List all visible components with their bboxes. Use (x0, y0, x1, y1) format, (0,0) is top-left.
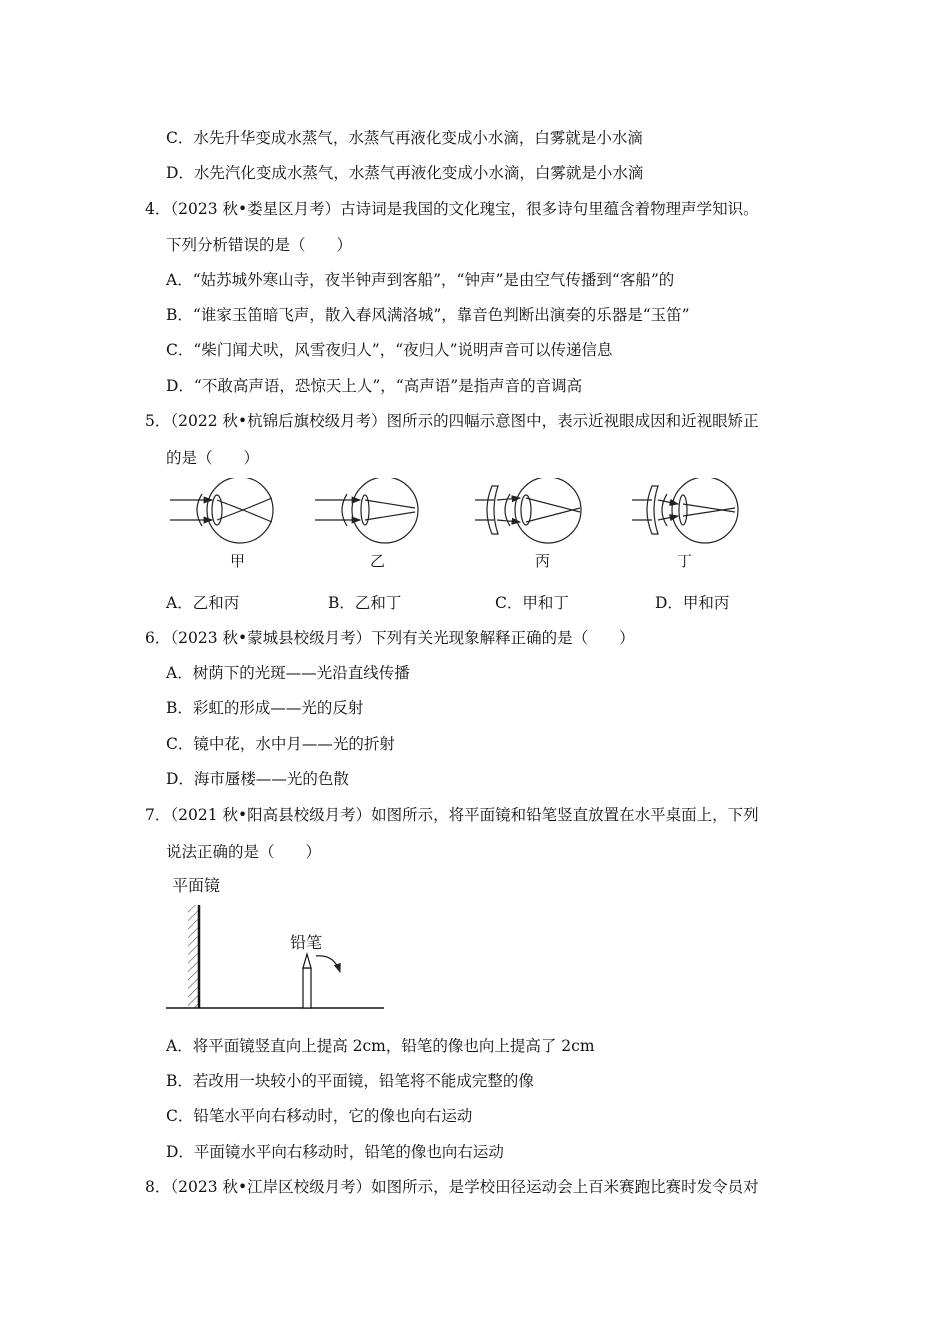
q7-option-b: B．若改用一块较小的平面镜，铅笔将不能成完整的像 (166, 1072, 534, 1090)
q6-option-a: A．树荫下的光斑——光沿直线传播 (166, 664, 410, 682)
pencil (303, 954, 311, 1008)
q6-option-b: B．彩虹的形成——光的反射 (166, 699, 364, 717)
q7-option-d: D．平面镜水平向右移动时，铅笔的像也向右运动 (166, 1143, 504, 1161)
eye-diagram-ding (632, 478, 738, 543)
q7-stem-cont: 说法正确的是（ ） (166, 843, 322, 861)
eye-diagram-bing (475, 478, 581, 543)
eye-diagram-yi (315, 478, 418, 543)
eye-label-yi: 乙 (370, 552, 386, 570)
mirror-pencil-figure (160, 872, 390, 1017)
q7-option-a: A．将平面镜竖直向上提高 2cm，铅笔的像也向上提高了 2cm (166, 1037, 595, 1055)
eye-label-ding: 丁 (677, 552, 693, 570)
rotation-arrow (316, 956, 340, 972)
q4-option-b: B．“谁家玉笛暗飞声，散入春风满洛城”，靠音色判断出演奏的乐器是“玉笛” (166, 306, 690, 324)
q4-option-a: A．“姑苏城外寒山寺，夜半钟声到客船”，“钟声”是由空气传播到“客船”的 (166, 271, 675, 289)
q6-option-d: D．海市蜃楼——光的色散 (166, 770, 349, 788)
mirror-label: 平面镜 (172, 876, 221, 895)
q5-option-a: A．乙和丙 (166, 594, 240, 612)
eye-label-bing: 丙 (535, 552, 551, 570)
q3-option-d: D．水先汽化变成水蒸气，水蒸气再液化变成小水滴，白雾就是小水滴 (166, 164, 644, 182)
q4-stem: 4．（2023 秋•娄星区月考）古诗词是我国的文化瑰宝，很多诗句里蕴含着物理声学知识。 (145, 200, 759, 218)
q5-option-b: B．乙和丁 (328, 594, 402, 612)
q3-option-c: C．水先升华变成水蒸气，水蒸气再液化变成小水滴，白雾就是小水滴 (166, 129, 643, 147)
q8-stem: 8．（2023 秋•江岸区校级月考）如图所示，是学校田径运动会上百米赛跑比赛时发令员对 (145, 1178, 759, 1196)
q7-stem: 7．（2021 秋•阳高县校级月考）如图所示，将平面镜和铅笔竖直放置在水平桌面上，下列 (145, 806, 759, 824)
q4-stem-cont: 下列分析错误的是（ ） (166, 236, 353, 254)
q6-option-c: C．镜中花，水中月——光的折射 (166, 735, 395, 753)
q4-option-d: D．“不敢高声语，恐惊天上人”，“高声语”是指声音的音调高 (166, 377, 583, 395)
q4-option-c: C．“柴门闻犬吠，风雪夜归人”，“夜归人”说明声音可以传递信息 (166, 341, 613, 359)
pencil-label: 铅笔 (290, 933, 323, 952)
q7-option-c: C．铅笔水平向右移动时，它的像也向右运动 (166, 1107, 473, 1125)
q5-option-c: C．甲和丁 (495, 594, 569, 612)
q5-stem: 5．（2022 秋•杭锦后旗校级月考）图所示的四幅示意图中，表示近视眼成因和近视眼矫正 (145, 412, 759, 430)
q5-option-d: D．甲和丙 (655, 594, 730, 612)
eye-label-jia: 甲 (230, 552, 246, 570)
eye-diagram-jia (170, 478, 273, 543)
mirror-hatching (188, 905, 198, 1008)
q6-stem: 6．（2023 秋•蒙城县校级月考）下列有关光现象解释正确的是（ ） (145, 629, 635, 647)
eye-diagrams-figure (160, 478, 760, 578)
q5-stem-cont: 的是（ ） (166, 449, 260, 467)
